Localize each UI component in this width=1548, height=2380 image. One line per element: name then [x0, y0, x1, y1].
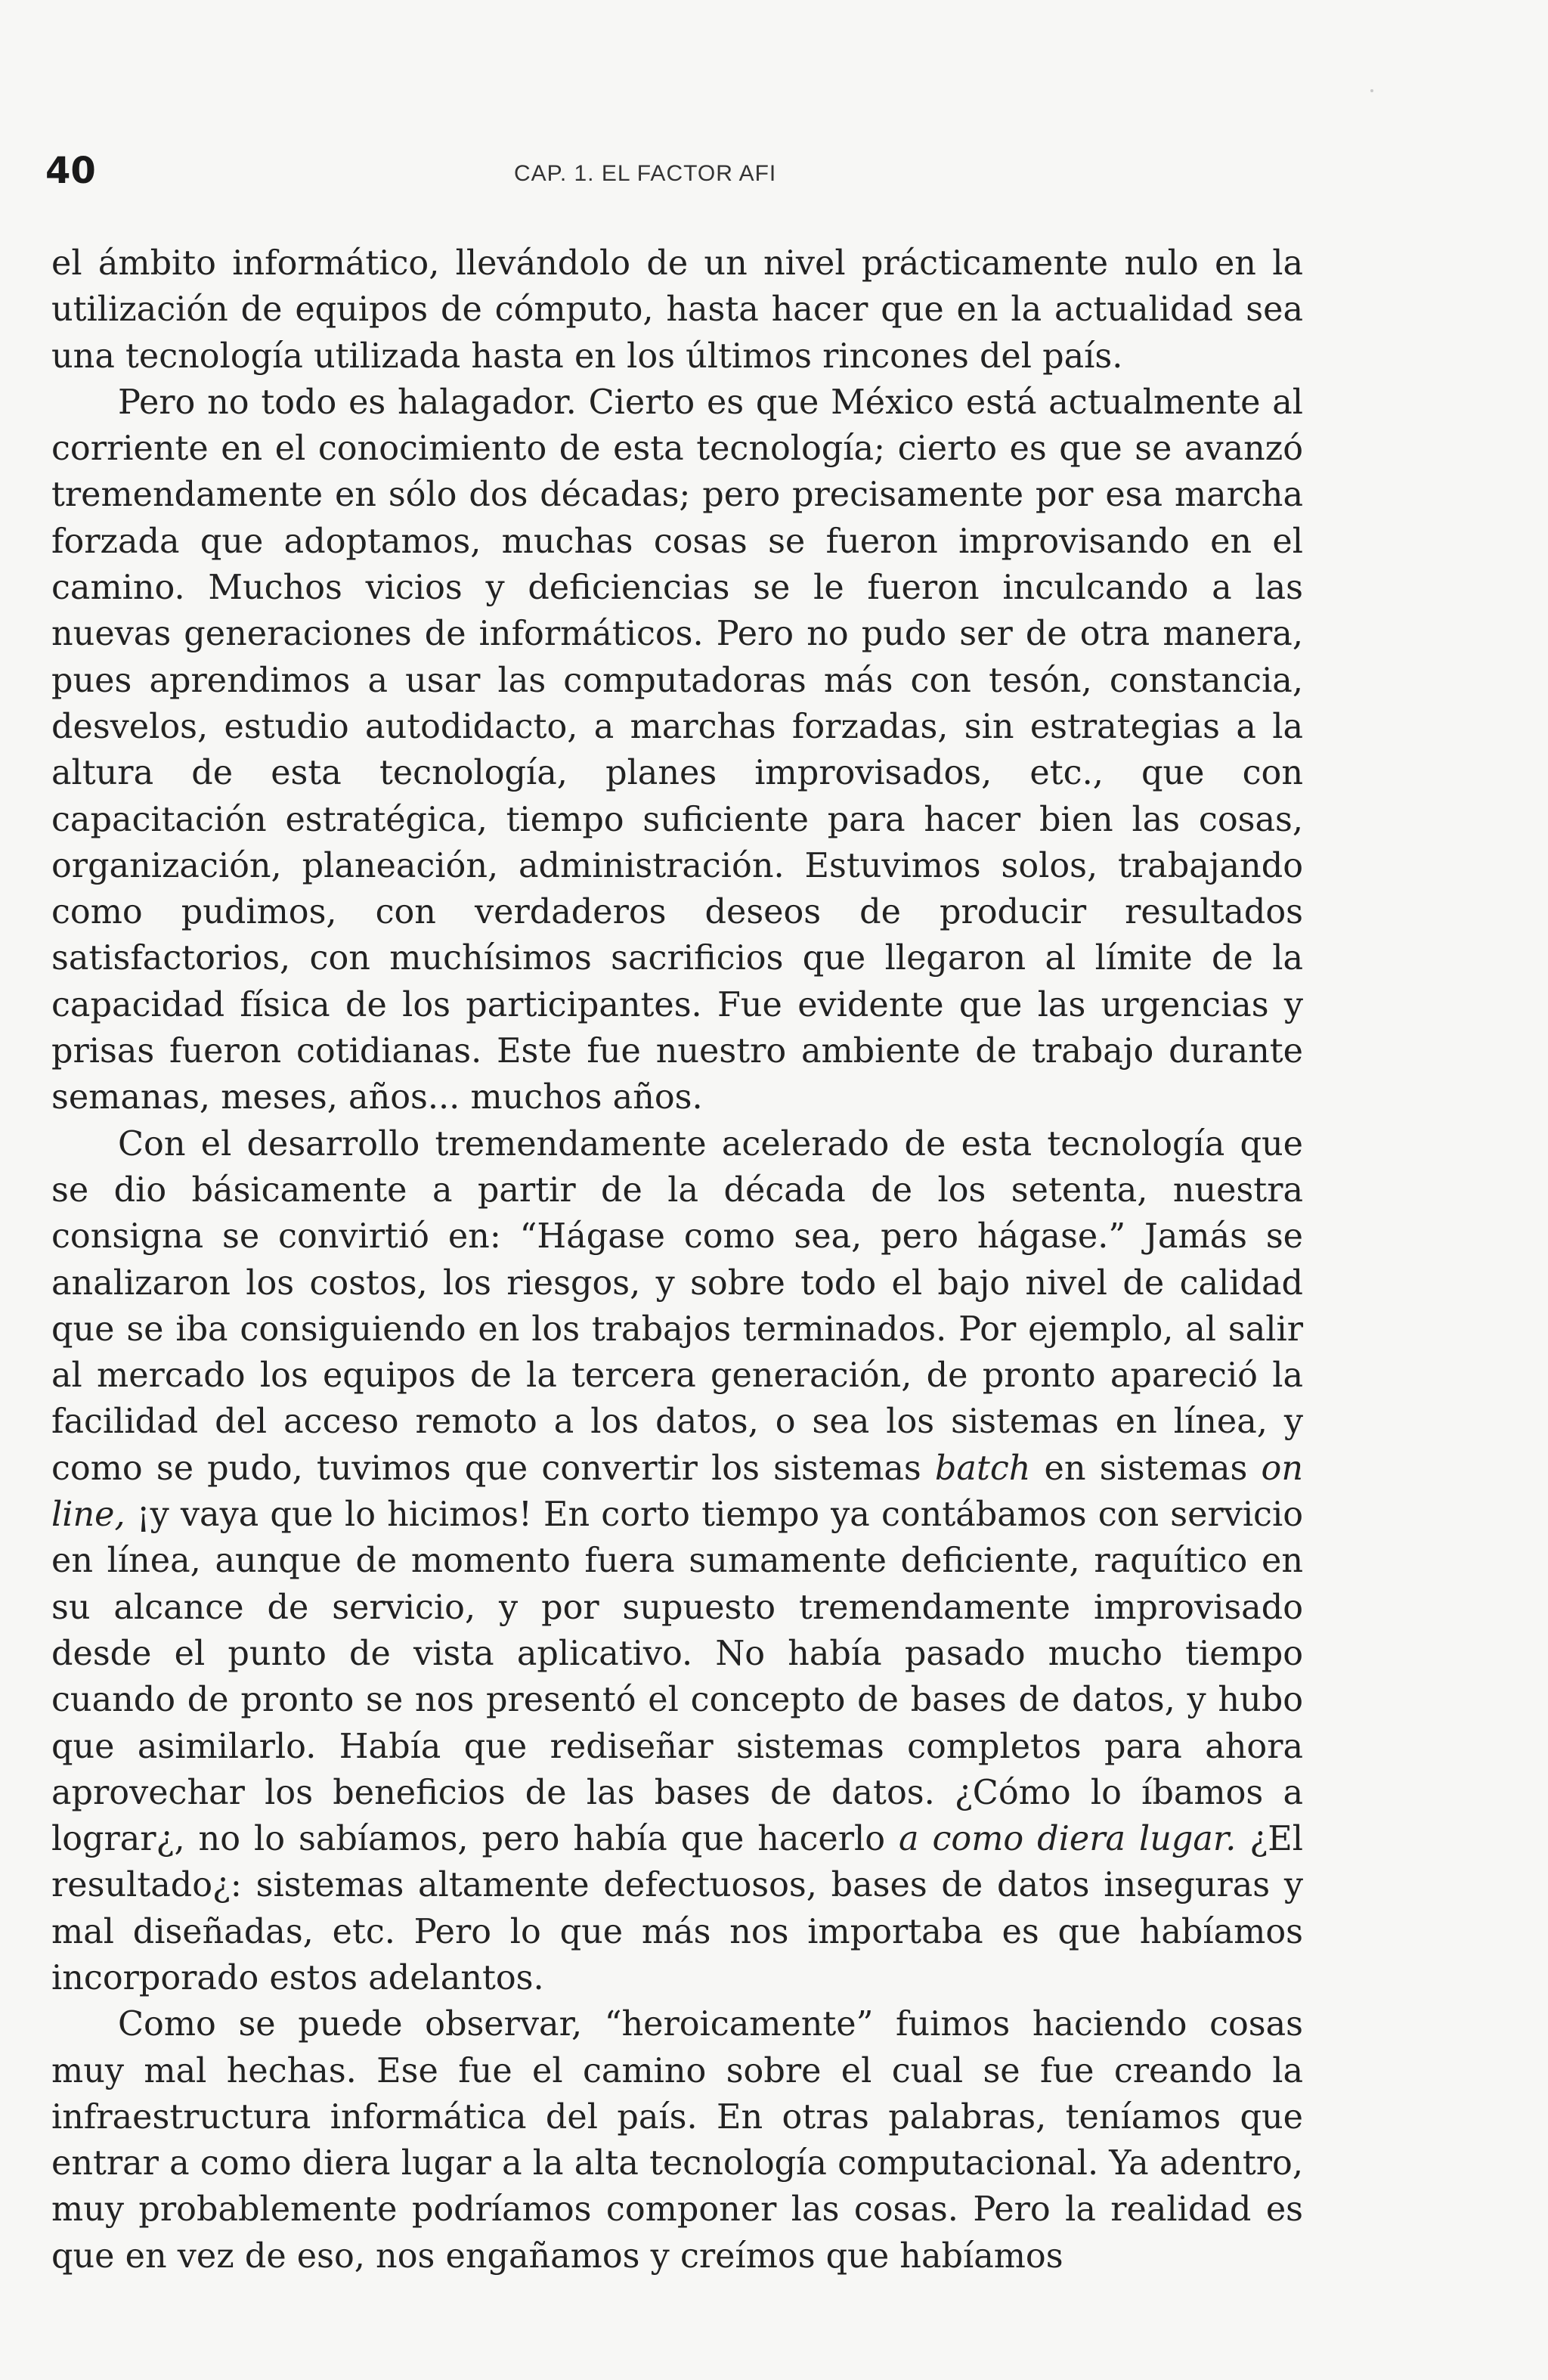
- text-run: el ámbito informático, llevándolo de un nivel prácticamente nulo en la utilización de equipos de cómputo, hasta hacer que en la actualidad sea una tecnología utilizada hasta en los últimos rincones del país.: [51, 244, 1303, 376]
- scan-speck: [1370, 89, 1373, 92]
- text-run: ¿El resultado¿: sistemas altamente defectuosos, bases de datos inseguras y mal diseñadas, etc. Pero lo que más nos importaba es que habíamos incorporado estos adelantos.: [51, 1820, 1303, 1997]
- text-run: en sistemas: [1030, 1449, 1262, 1488]
- text-run: Pero no todo es halagador. Cierto es que México está actualmente al corriente en el conocimiento de esta tecnología; cierto es que se avanzó tremendamente en sólo dos décadas; pero precisamente por esa marcha forzada que adoptamos, muchas cosas se fueron improvisando en el camino. Muchos vicios y deficiencias se le fueron inculcando a las nuevas generaciones de informáticos. Pero no pudo ser de otra manera, pues aprendimos a usar las computadoras más con tesón, constancia, desvelos, estudio autodidacto, a marchas forzadas, sin estrategias a la altura de esta tecnología, planes improvisados, etc., que con capacitación estratégica, tiempo suficiente para hacer bien las cosas, organización, planeación, administración. Estuvimos solos, trabajando como pudimos, con verdaderos deseos de producir resultados satisfactorios, con muchísimos sacrificios que llegaron al límite de la capacidad física de los participantes. Fue evidente que las urgencias y prisas fueron cotidianas. Este fue nuestro ambiente de trabajo durante semanas, meses, años... muchos años.: [51, 383, 1303, 1117]
- text-run: Como se puede observar, “heroicamente” fuimos haciendo cosas muy mal hechas. Ese fue el camino sobre el cual se fue creando la infraestructura informática del país. En otras palabras, teníamos que entrar a como diera lugar a la alta tecnología computacional. Ya adentro, muy probablemente podríamos componer las cosas. Pero la realidad es que en vez de eso, nos engañamos y creímos que habíamos: [51, 2005, 1303, 2276]
- text-run: ¡y vaya que lo hicimos! En corto tiempo ya contábamos con servicio en línea, aunque de momento fuera sumamente deficiente, raquítico en su alcance de servicio, y por supuesto tremendamente improvisado desde el punto de vista aplicativo. No había pasado mucho tiempo cuando de pronto se nos presentó el concepto de bases de datos, y hubo que asimilarlo. Había que rediseñar sistemas completos para ahora aprovechar los beneficios de las bases de datos. ¿Cómo lo íbamos a lograr¿, no lo sabíamos, pero había que hacerlo: [51, 1495, 1303, 1859]
- italic-text: on line,: [51, 1449, 1303, 1535]
- text-run: Con el desarrollo tremendamente acelerado de esta tecnología que se dio básicamente a partir de la década de los setenta, nuestra consigna se convirtió en: “Hágase como sea, pero hágase.” Jamás se analizaron los costos, los riesgos, y sobre todo el bajo nivel de calidad que se iba consiguiendo en los trabajos terminados. Por ejemplo, al salir al mercado los equipos de la tercera generación, de pronto apareció la facilidad del acceso remoto a los datos, o sea los sistemas en línea, y como se pudo, tuvimos que convertir los sistemas: [51, 1124, 1303, 1488]
- running-header: [45, 148, 1315, 201]
- page-number: 40: [45, 150, 96, 192]
- italic-text: batch: [934, 1449, 1031, 1488]
- paragraph-p1: [51, 240, 1303, 380]
- body-text: [51, 240, 1303, 2279]
- paragraph-p4: [51, 2001, 1303, 2279]
- italic-text: a como diera lugar.: [898, 1820, 1237, 1859]
- paragraph-p3: [51, 1121, 1303, 2002]
- paragraph-p2: [51, 380, 1303, 1121]
- chapter-title: CAP. 1. EL FACTOR AFI: [514, 161, 777, 186]
